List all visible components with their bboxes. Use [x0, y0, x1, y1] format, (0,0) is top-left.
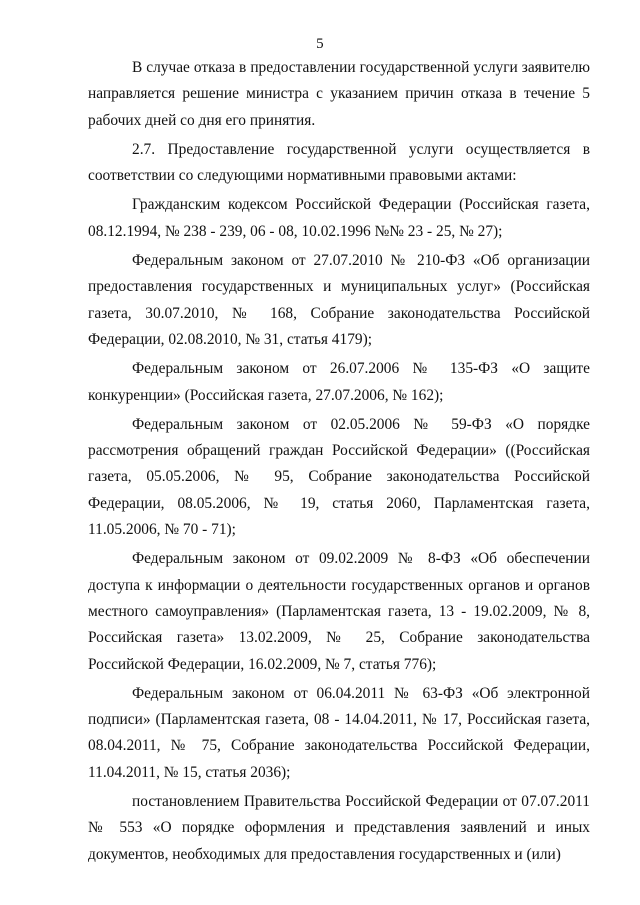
paragraph-law-63-fz: Федеральным законом от 06.04.2011 № 63-ФЗ «Об электронной подписи» (Парламентская газета, 08 - 14.04.2011, № 17, Российская газета, 08.04.2011, № 75, Собрание законодательства Российской Федерации, 11.04.2011, № 15, статья 2036);	[88, 684, 590, 781]
paragraph-law-135-fz: Федеральным законом от 26.07.2006 № 135-ФЗ «О защите конкуренции» (Российская газета, 27.07.2006, № 162);	[88, 360, 590, 404]
document-body	[88, 55, 590, 868]
paragraph-legal-basis-intro: 2.7. Предоставление государственной услуги осуществляется в соответствии со следующими нормативными правовыми актами:	[88, 140, 590, 185]
paragraph-civil-code: Гражданским кодексом Российской Федерации (Российская газета, 08.12.1994, № 238 - 239, 06 - 08, 10.02.1996 №№ 23 - 25, № 27);	[88, 196, 590, 240]
paragraph-law-59-fz: Федеральным законом от 02.05.2006 № 59-ФЗ «О порядке рассмотрения обращений граждан Российской Федерации» ((Российская газета, 05.05.2006, № 95, Собрание законодательства Российской Федерации, 08.05.2006, № 19, статья 2060, Парламентская газета, 11.05.2006, № 70 - 71);	[88, 415, 590, 539]
paragraph-resolution-553: постановлением Правительства Российской Федерации от 07.07.2011 № 553 «О порядке оформления и представления заявлений и иных документов, необходимых для предоставления государственных и (или)	[88, 793, 590, 863]
paragraph-law-210-fz: Федеральным законом от 27.07.2010 № 210-ФЗ «Об организации предоставления государственных и муниципальных услуг» (Российская газета, 30.07.2010, № 168, Собрание законодательства Российской Федерации, 02.08.2010, № 31, статья 4179);	[88, 252, 590, 348]
page-number: 5	[316, 36, 324, 52]
paragraph-law-8-fz: Федеральным законом от 09.02.2009 № 8-ФЗ «Об обеспечении доступа к информации о деятельности государственных органов и органов местного самоуправления» (Парламентская газета, 13 - 19.02.2009, № 8, Российская газета» 13.02.2009, № 25, Собрание законодательства Российской Федерации, 16.02.2009, № 7, статья 776);	[88, 550, 590, 673]
paragraph-refusal-decision: В случае отказа в предоставлении государственной услуги заявителю направляется решение министра с указанием причин отказа в течение 5 рабочих дней со дня его принятия.	[88, 59, 590, 129]
